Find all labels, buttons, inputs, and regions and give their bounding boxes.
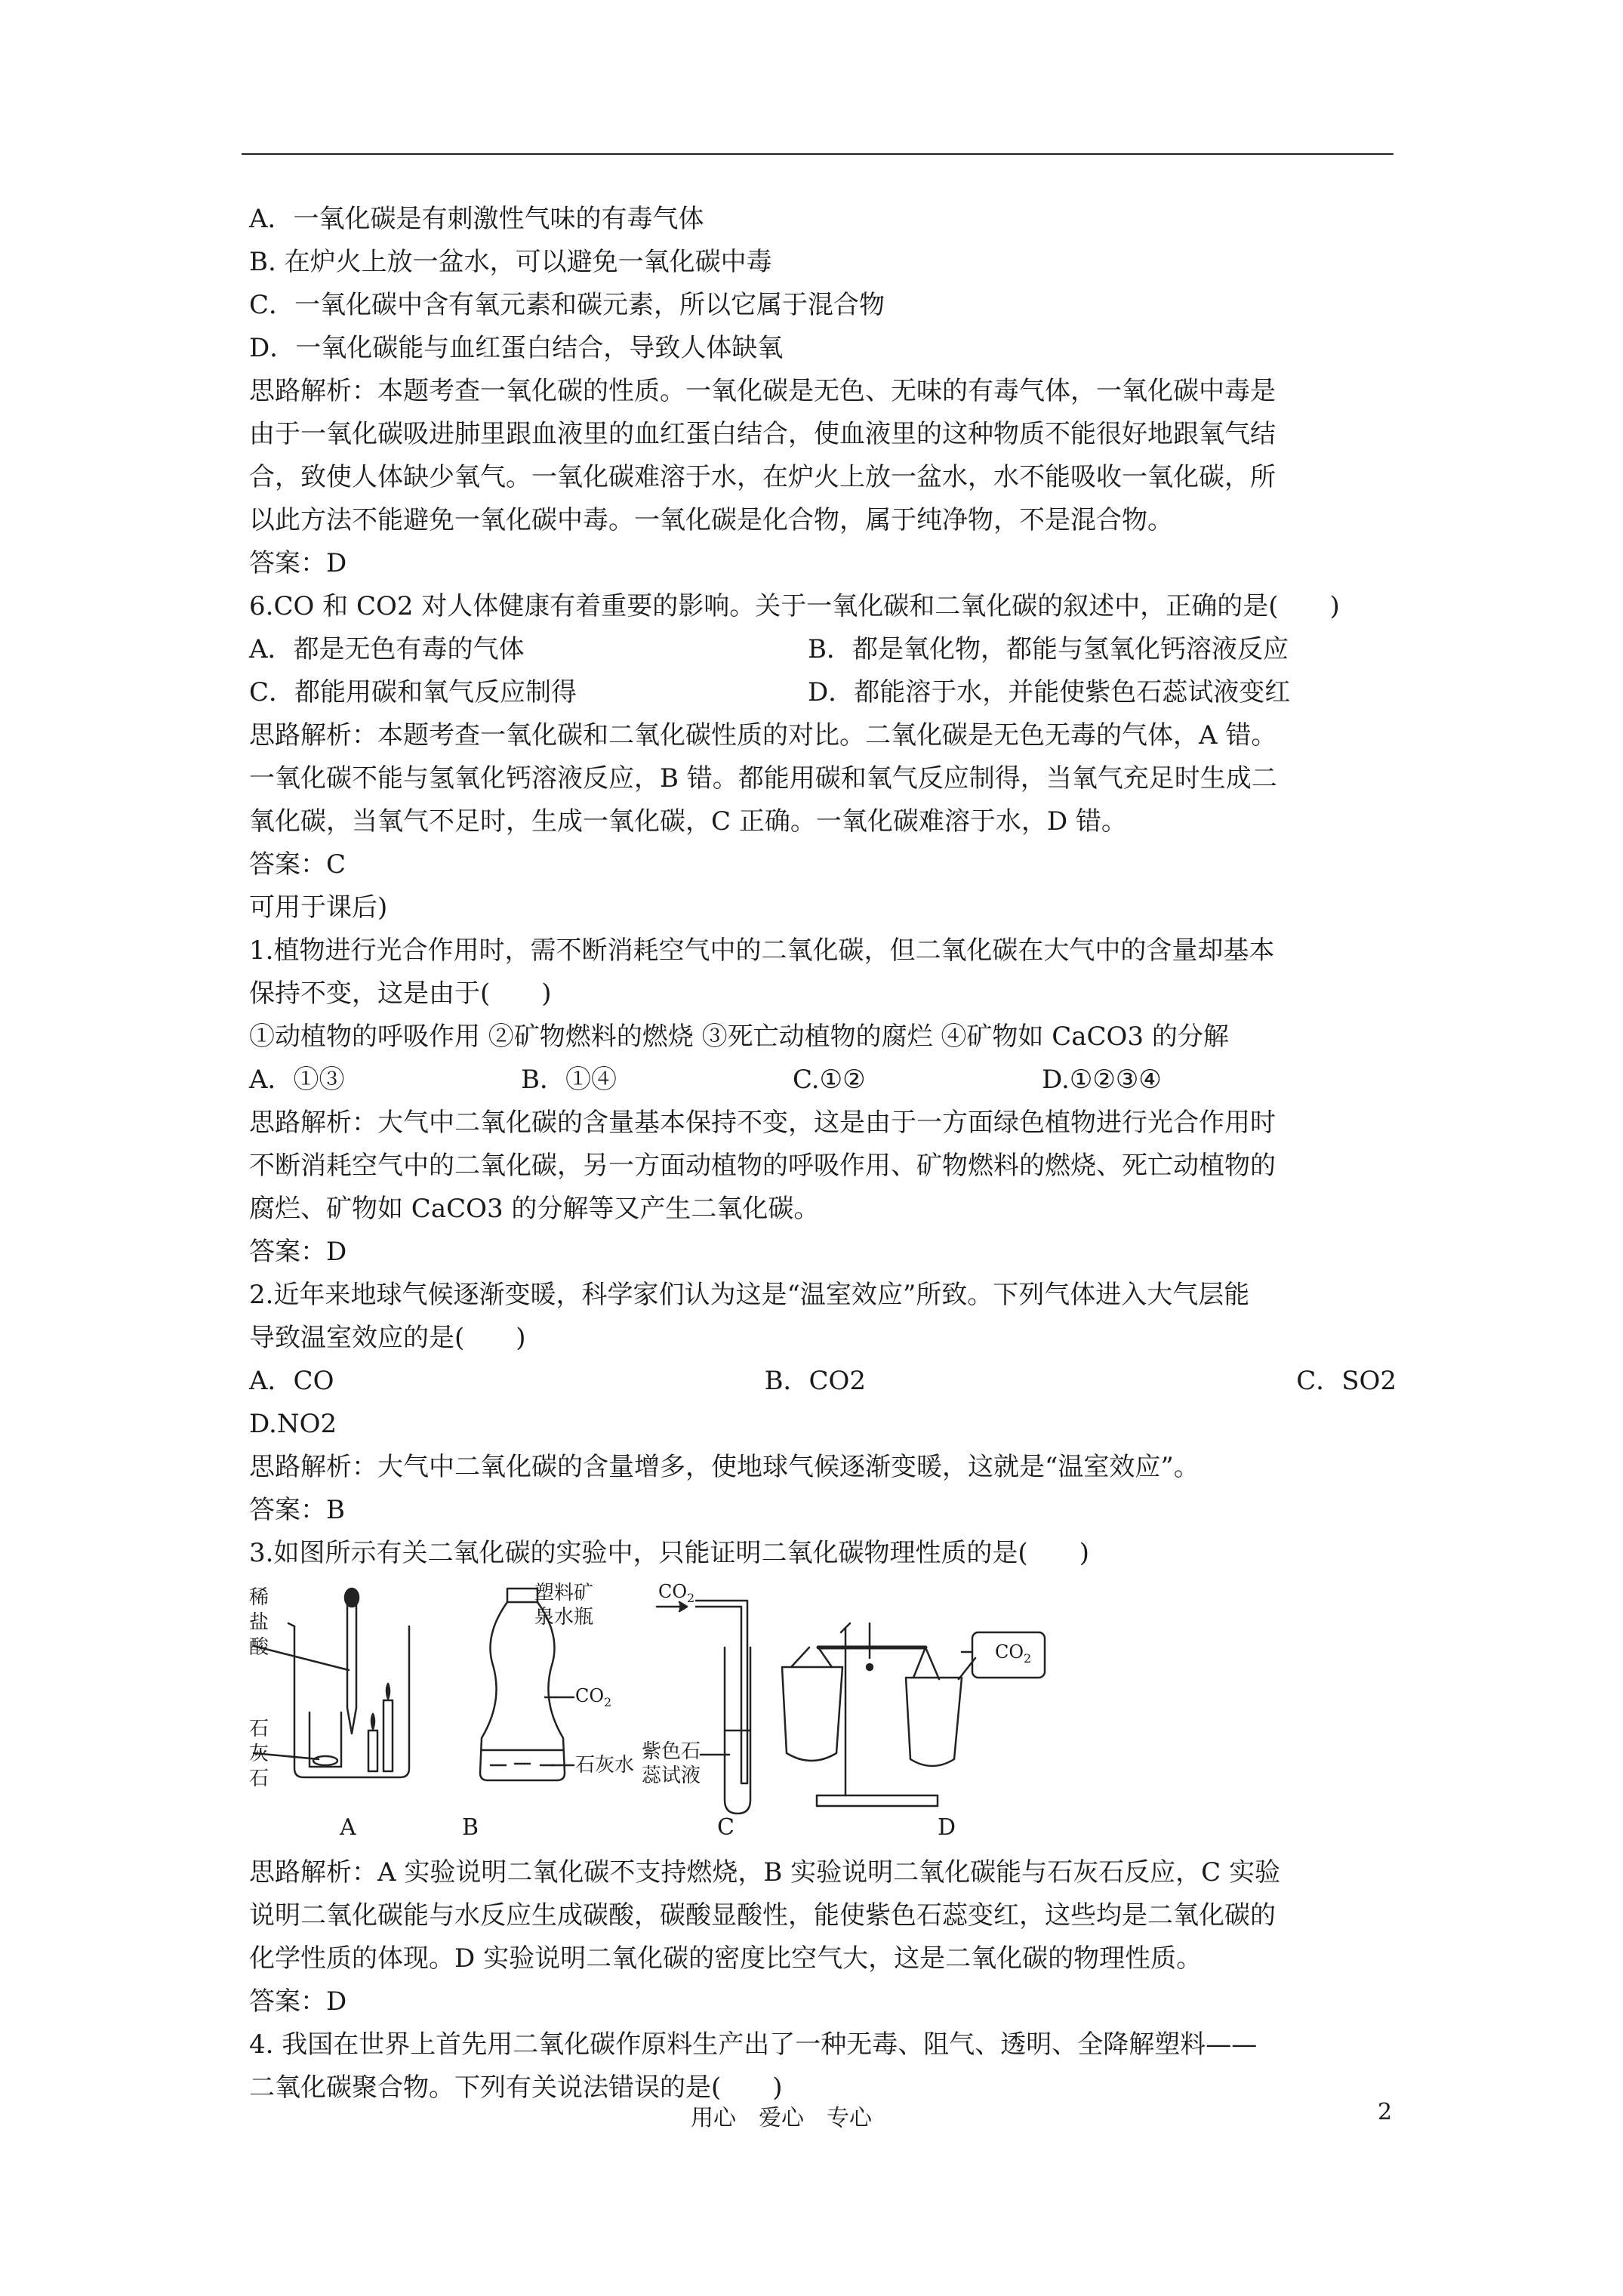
figure-label-dilute-hcl: 稀盐酸 [249, 1586, 269, 1659]
h2-analysis: 思路解析：大气中二氧化碳的含量增多，使地球气候逐渐变暖，这就是“温室效应”。 [249, 1452, 1200, 1482]
h1-items: ①动植物的呼吸作用 ②矿物燃料的燃烧 ③死亡动植物的腐烂 ④矿物如 CaCO3 的分解 [249, 1022, 1229, 1052]
h2-option-d: D.NO2 [249, 1409, 337, 1439]
h1-analysis-line: 思路解析：大气中二氧化碳的含量基本保持不变，这是由于一方面绿色植物进行光合作用时 [249, 1108, 1276, 1138]
q6-answer: 答案：C [249, 849, 346, 880]
h2-option-c: C．SO2 [1296, 1366, 1397, 1396]
h1-options-row [249, 1059, 1397, 1102]
h4-stem-line: 4. 我国在世界上首先用二氧化碳作原料生产出了一种无毒、阻气、透明、全降解塑料—— [249, 2029, 1258, 2060]
h3-analysis-line: 思路解析：A 实验说明二氧化碳不支持燃烧，B 实验说明二氧化碳能与石灰石反应，C 实验 [249, 1857, 1280, 1888]
h2-options-row [249, 1360, 1397, 1403]
document-body [249, 198, 1397, 2110]
h1-option-c: C.①② [793, 1065, 866, 1095]
h1-option-a: A．①③ [249, 1065, 345, 1095]
q5-option-b: B. 在炉火上放一盆水，可以避免一氧化碳中毒 [249, 247, 772, 277]
figure-label-co2-b: $CO_2$ [575, 1685, 612, 1709]
q5-option-c: C．一氧化碳中含有氧元素和碳元素，所以它属于混合物 [249, 290, 885, 320]
h2-stem-line: 导致温室效应的是( ) [249, 1323, 526, 1353]
header-rule [242, 153, 1394, 155]
h1-answer: 答案：D [249, 1237, 347, 1267]
q5-option-d: D．一氧化碳能与血红蛋白结合，导致人体缺氧 [249, 333, 784, 363]
figure-panel-d: D [938, 1814, 956, 1841]
q5-analysis-line: 由于一氧化碳吸进肺里跟血液里的血红蛋白结合，使血液里的这种物质不能很好地跟氧气结 [249, 419, 1276, 449]
h1-option-d: D.①②③④ [1042, 1065, 1162, 1095]
h1-option-b: B．①④ [521, 1065, 617, 1095]
figure-label-co2-c: $CO_2$ [658, 1581, 695, 1605]
q6-stem: 6.CO 和 CO2 对人体健康有着重要的影响。关于一氧化碳和二氧化碳的叙述中，正确的是( ) [249, 591, 1340, 621]
experiment-figure [249, 1579, 1397, 1851]
q6-option-d: D．都能溶于水，并能使紫色石蕊试液变红 [808, 677, 1291, 707]
q6-analysis-line: 思路解析：本题考查一氧化碳和二氧化碳性质的对比。二氧化碳是无色无毒的气体，A 错。 [249, 720, 1277, 750]
h1-stem-line: 1.植物进行光合作用时，需不断消耗空气中的二氧化碳，但二氧化碳在大气中的含量却基本 [249, 935, 1275, 966]
section-label: 可用于课后) [249, 892, 388, 923]
q5-analysis-line: 合，致使人体缺少氧气。一氧化碳难溶于水，在炉火上放一盆水，水不能吸收一氧化碳，所 [249, 462, 1276, 492]
q6-analysis-line: 一氧化碳不能与氢氧化钙溶液反应，B 错。都能用碳和氧气反应制得，当氧气充足时生成二 [249, 763, 1277, 794]
h3-answer: 答案：D [249, 1986, 347, 2017]
q6-options-row-2 [249, 671, 1397, 714]
figure-label-limestone: 石灰石 [249, 1718, 269, 1790]
q5-option-a: A．一氧化碳是有刺激性气味的有毒气体 [249, 204, 704, 234]
h2-stem-line: 2.近年来地球气候逐渐变暖，科学家们认为这是“温室效应”所致。下列气体进入大气层能 [249, 1280, 1250, 1310]
q6-option-a: A．都是无色有毒的气体 [249, 634, 525, 664]
h3-analysis-line: 化学性质的体现。D 实验说明二氧化碳的密度比空气大，这是二氧化碳的物理性质。 [249, 1943, 1203, 1974]
h1-analysis-line: 不断消耗空气中的二氧化碳，另一方面动植物的呼吸作用、矿物燃料的燃烧、死亡动植物的 [249, 1151, 1276, 1181]
figure-label-co2-d: $CO_2$ [995, 1641, 1032, 1666]
page-number: 2 [1378, 2099, 1393, 2125]
figure-label-bottle-1: 塑料矿 [534, 1582, 594, 1604]
figure-label-bottle-2: 泉水瓶 [534, 1606, 594, 1629]
q6-option-b: B．都是氧化物，都能与氢氧化钙溶液反应 [808, 634, 1289, 664]
apparatus-a-beaker [254, 1589, 409, 1777]
q5-analysis-line: 以此方法不能避免一氧化碳中毒。一氧化碳是化合物，属于纯净物，不是混合物。 [249, 505, 1173, 535]
footer-motto: 用心 爱心 专心 [691, 2105, 872, 2131]
h1-analysis-line: 腐烂、矿物如 CaCO3 的分解等又产生二氧化碳。 [249, 1194, 820, 1224]
q6-analysis-line: 氧化碳，当氧气不足时，生成一氧化碳，C 正确。一氧化碳难溶于水，D 错。 [249, 806, 1127, 837]
h2-answer: 答案：B [249, 1495, 345, 1525]
h3-stem: 3.如图所示有关二氧化碳的实验中，只能证明二氧化碳物理性质的是( ) [249, 1538, 1089, 1568]
figure-panel-a: A [340, 1814, 356, 1841]
figure-panel-b: B [462, 1814, 479, 1841]
q6-option-c: C．都能用碳和氧气反应制得 [249, 677, 577, 707]
q5-analysis-line: 思路解析：本题考查一氧化碳的性质。一氧化碳是无色、无味的有毒气体，一氧化碳中毒是 [249, 376, 1276, 406]
figure-label-limewater: 石灰水 [575, 1754, 635, 1777]
figure-label-litmus-1: 紫色石 [642, 1740, 701, 1763]
h2-option-b: B．CO2 [764, 1366, 867, 1396]
figure-panel-c: C [717, 1814, 735, 1841]
q6-options-row-1 [249, 628, 1397, 671]
q5-answer: 答案：D [249, 548, 347, 578]
h2-option-a: A．CO [249, 1366, 334, 1396]
figure-label-litmus-2: 蕊试液 [642, 1764, 701, 1787]
h4-stem-line: 二氧化碳聚合物。下列有关说法错误的是( ) [249, 2073, 783, 2103]
h3-analysis-line: 说明二氧化碳能与水反应生成碳酸，碳酸显酸性，能使紫色石蕊变红，这些均是二氧化碳的 [249, 1900, 1276, 1931]
h1-stem-line: 保持不变，这是由于( ) [249, 978, 552, 1009]
experiment-drawing [249, 1579, 1155, 1851]
